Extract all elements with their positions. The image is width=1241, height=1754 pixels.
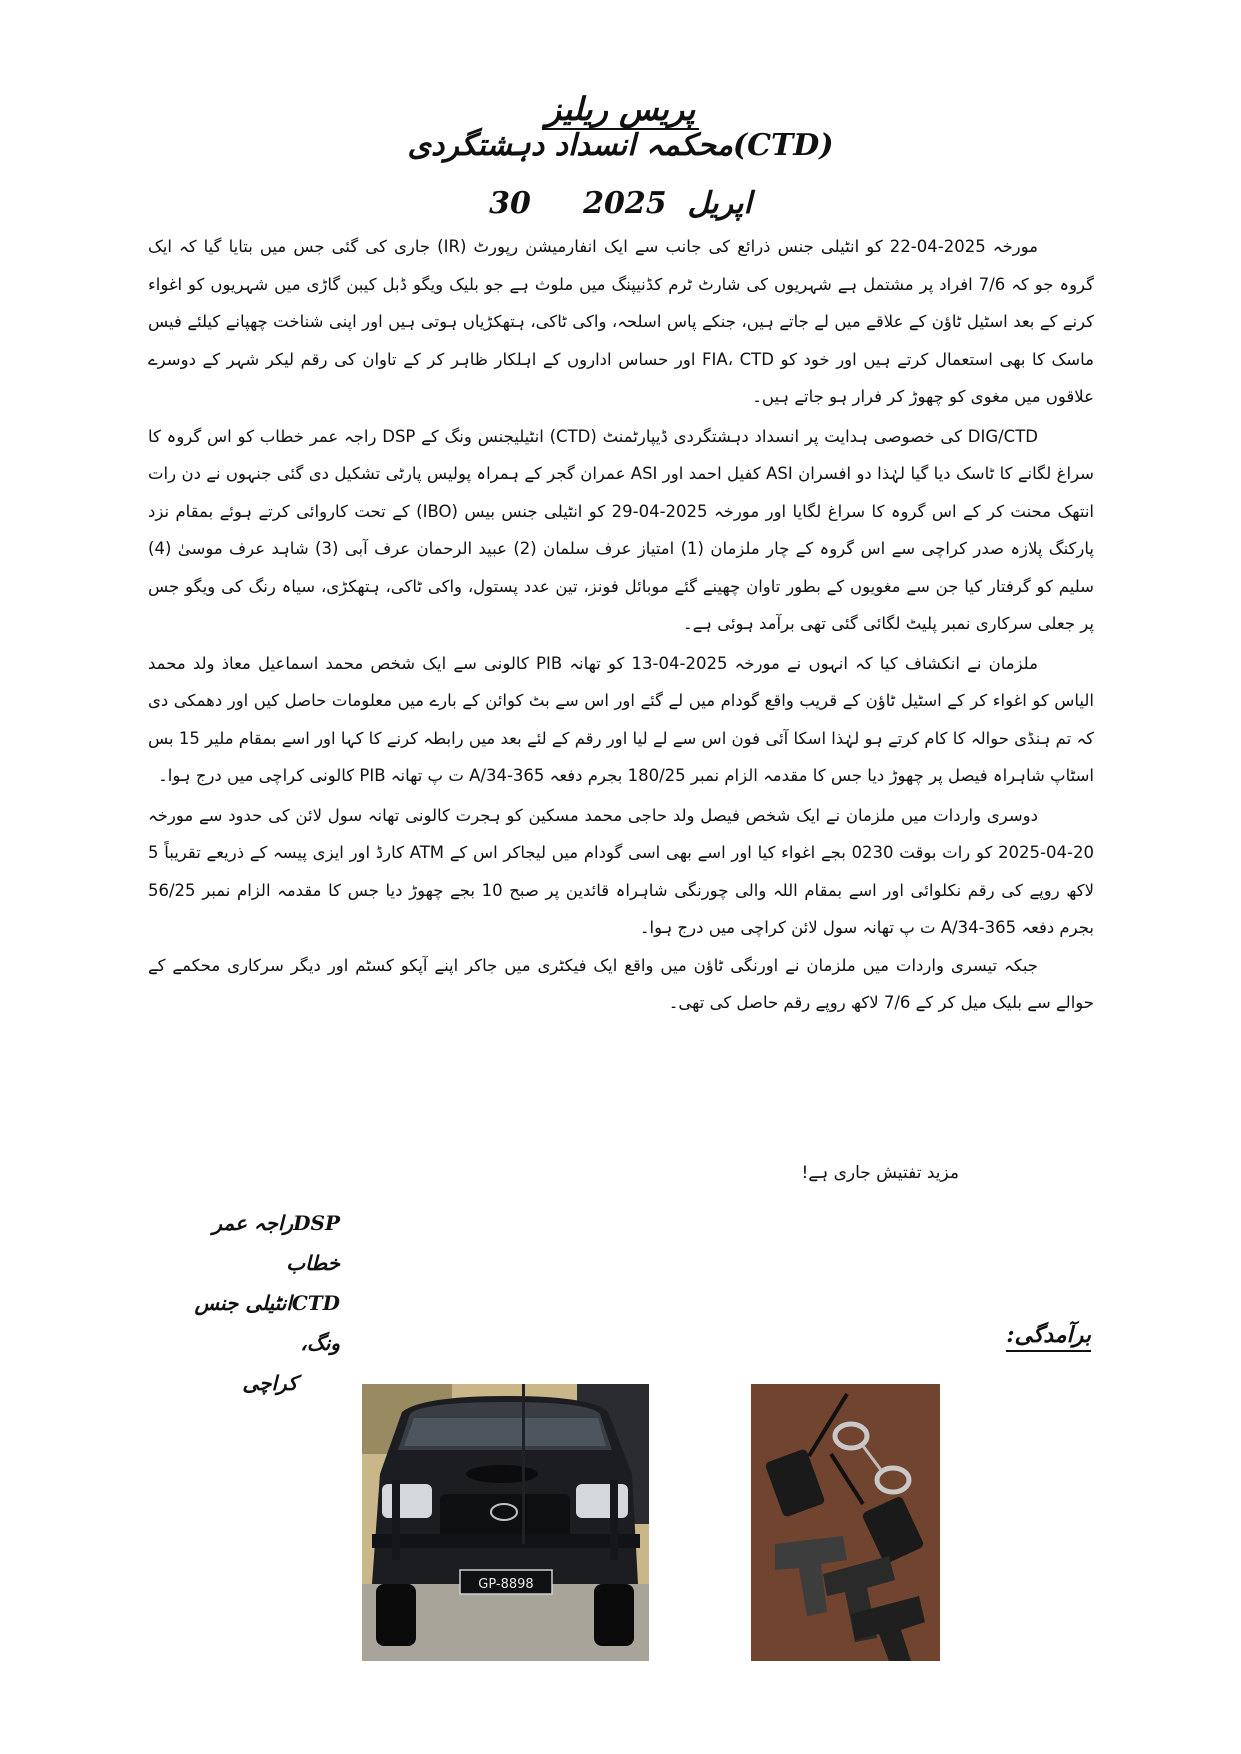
- paragraph-second-incident: دوسری واردات میں ملزمان نے ایک شخص فیصل ولد حاجی محمد مسکین کو ہجرت کالونی تھانہ سول لائن کی حدود سے مورخہ 20-04-2025 کو رات بوقت 0230 بجے اغواء کیا اور اسے بھی اسی گودام میں لیجاکر اس کے ATM کارڈ اور ایزی پیسہ کے ذریعے تقریباً 5 لاکھ روپے کی رقم نکلوائی اور اسے بمقام اللہ والی چورنگی شاہراہ قائدین پر صبح 10 بجے چھوڑ دیا جس کا مقدمہ الزام نمبر 56/25 بجرم دفعہ 365-A/34 ت پ تھانہ سول لائن کراچی میں درج ہوا۔: [148, 805, 1094, 937]
- recovery-heading: برآمدگی:: [1006, 1322, 1091, 1352]
- recovered-vehicle-photo: [362, 1384, 649, 1661]
- department-name: محکمہ انسداد دہشتگردی(CTD): [407, 128, 834, 163]
- paragraph-intelligence-report: مورخہ 2025-04-22 کو انٹیلی جنس ذرائع کی جانب سے ایک انفارمیشن رپورٹ (IR) جاری کی گئی جس میں بتایا گیا کہ ایک گروہ جو کہ 7/6 افراد پر مشتمل ہے شہریوں کی شارٹ ٹرم کڈنیپنگ میں ملوث ہے جو بلیک ویگو ڈبل کیبن گاڑی میں شہریوں کو اغواء کرنے کے بعد اسٹیل ٹاؤن کے علاقے میں لے جاتے ہیں، جنکے پاس اسلحہ، واکی ٹاکی، ہتھکڑیاں ہوتی ہیں اور اپنی شناخت چھپانے کیلئے فیس ماسک کا بھی استعمال کرتے ہیں اور خود کو FIA، CTD اور حساس اداروں کے اہلکار ظاہر کر کے تاوان کی رقم لیکر شہر کے دوسرے علاقوں میں مغوی کو چھوڑ کر فرار ہو جاتے ہیں۔: [148, 237, 1094, 406]
- release-body: [148, 228, 1094, 1022]
- paragraph-first-incident: ملزمان نے انکشاف کیا کہ انہوں نے مورخہ 2025-04-13 کو تھانہ PIB کالونی سے ایک شخص محمد اسماعیل معاذ ولد محمد الیاس کو اغواء کر کے اسٹیل ٹاؤن کے قریب واقع گودام میں لے گئے اور اس سے بٹ کوائن کے بارے میں معلومات حاصل کیں اور دھمکی دی کہ تم ہنڈی حوالہ کا کام کرتے ہو لہٰذا اسکا آئی فون اس سے لے لیا اور رقم کے لئے بعد میں رابطہ کرنے کا کہا اور اسے بمقام ملیر 15 بس اسٹاپ شاہراہ فیصل پر چھوڑ دیا جس کا مقدمہ الزام نمبر 180/25 بجرم دفعہ 365-A/34 ت پ تھانہ PIB کالونی کراچی میں درج ہوا۔: [148, 653, 1094, 785]
- signature-block: [160, 1203, 340, 1403]
- signature-city: کراچی: [242, 1371, 298, 1395]
- signature-wing: CTDانٹیلی جنس ونگ،: [194, 1291, 340, 1355]
- investigation-note: مزید تفتیش جاری ہے!: [801, 1163, 959, 1183]
- recovered-items-photo: [751, 1384, 940, 1661]
- press-release-title: پریس ریلیز: [0, 90, 1241, 128]
- paragraph-operation: DIG/CTD کی خصوصی ہدایت پر انسداد دہشتگردی ڈیپارٹمنٹ (CTD) انٹیلیجنس ونگ کے DSP راجہ عمر خطاب کو اس گروہ کا سراغ لگانے کا ٹاسک دیا گیا لہٰذا دو افسران ASI کفیل احمد اور ASI عمران گجر کے ہمراہ پولیس پارٹی تشکیل دی گئی جنہوں نے دن رات انتھک محنت کر کے اس گروہ کا سراغ لگایا اور مورخہ 2025-04-29 کو انٹیلی جنس بیس (IBO) کے تحت کاروائی کرتے ہوئے بمقام نزد پارکنگ پلازہ صدر کراچی سے اس گروہ کے چار ملزمان (1) امتیاز عرف سلمان (2) عبید الرحمان عرف آبی (3) شاہد عرف موسیٰ (4) سلیم کو گرفتار کیا جن سے مغویوں کے بطور تاوان چھینے گئے موبائل فونز، تین عدد پستول، واکی ٹاکی، ہتھکڑی، سیاہ رنگ کی ویگو جس پر جعلی سرکاری نمبر پلیٹ لگائی گئی تھی برآمد ہوئی ہے۔: [148, 426, 1094, 633]
- signature-officer: DSPراجہ عمر خطاب: [212, 1211, 340, 1275]
- release-date: 30 اپریل 2025: [489, 186, 752, 221]
- paragraph-third-incident: جبکہ تیسری واردات میں ملزمان نے اورنگی ٹاؤن میں واقع ایک فیکٹری میں جاکر اپنے آپکو کسٹم اور دیگر سرکاری محکمے کے حوالے سے بلیک میل کر کے 7/6 لاکھ روپے رقم حاصل کی تھی۔: [148, 955, 1094, 1012]
- vehicle-plate-text: GP-8898: [478, 1577, 534, 1592]
